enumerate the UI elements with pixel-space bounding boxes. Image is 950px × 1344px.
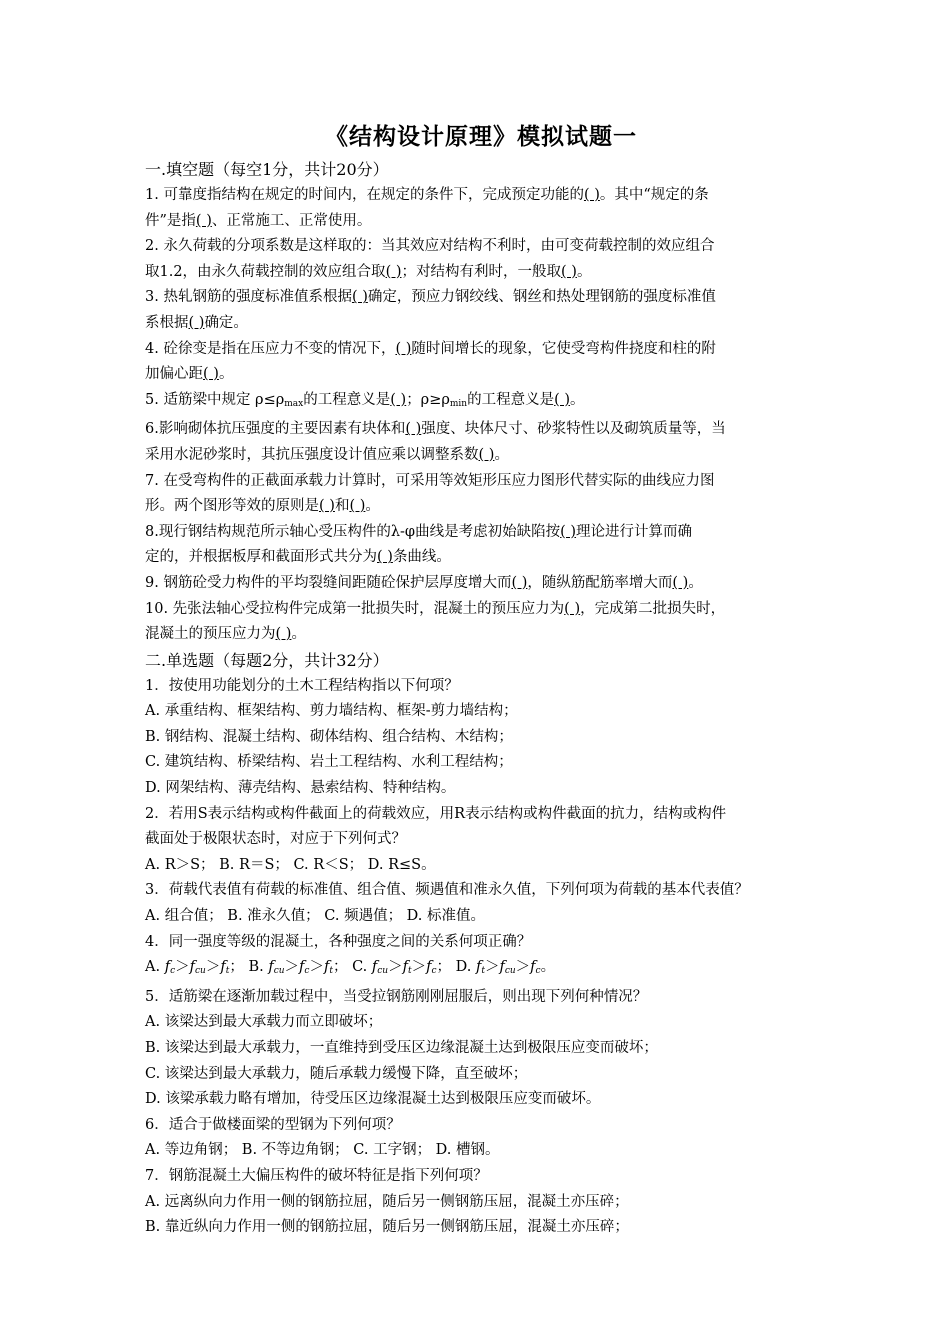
subscript: t: [329, 966, 333, 977]
text: ＞: [309, 959, 324, 976]
choice-question-2-stem-line-2: 截面处于极限状态时，对应于下列何式？: [145, 831, 406, 848]
answer-blank: ( ): [564, 600, 581, 617]
text: 定的，并根据板厚和截面形式共分为: [145, 549, 377, 566]
text: ；ρ≥ρ: [406, 391, 450, 408]
subscript: c: [535, 966, 541, 977]
fill-question-5: [145, 388, 817, 418]
answer-blank: ( ): [511, 574, 528, 591]
text: 1. 可靠度指结构在规定的时间内，在规定的条件下，完成预定功能的: [145, 187, 584, 203]
text: 加偏心距: [145, 366, 203, 383]
fill-question-1-line-1: [145, 183, 817, 209]
fill-question-3-line-2: [145, 311, 817, 337]
text: ＞: [484, 959, 500, 976]
choice-question-4-stem: 4．同一强度等级的混凝土，各种强度之间的关系何项正确？: [145, 933, 532, 950]
fill-question-3-line-1: [145, 285, 817, 311]
choice-question-5-option-a: A. 该梁达到最大承载力而立即破坏；: [145, 1014, 383, 1031]
fill-question-2-line-2: [145, 260, 817, 286]
text: 取1.2，由永久荷载控制的效应组合取: [145, 263, 386, 280]
fill-question-8-line-1: [145, 520, 817, 546]
choice-question-1-option-a: A. 承重结构、框架结构、剪力墙结构、框架-剪力墙结构；: [145, 703, 518, 720]
text: 。: [365, 498, 380, 515]
answer-blank: ( ): [405, 421, 422, 438]
answer-blank: ( ): [385, 263, 402, 280]
formula-symbol: f: [426, 959, 432, 976]
subscript: cu: [273, 966, 285, 977]
answer-blank: ( ): [395, 340, 412, 357]
formula-symbol: f: [189, 959, 195, 976]
subscript: c: [431, 966, 437, 977]
text: 5. 适筋梁中规定 ρ≤ρ: [145, 391, 285, 408]
subscript: t: [407, 966, 412, 977]
choice-question-4-options: [145, 955, 817, 985]
fill-question-2-line-1: 2. 永久荷载的分项系数是这样取的：当其效应对结构不利时，由可变荷载控制的效应组合: [145, 238, 715, 255]
answer-blank: ( ): [349, 498, 366, 515]
formula-symbol: f: [268, 959, 274, 976]
text: 。: [688, 574, 703, 591]
formula-symbol: f: [530, 959, 536, 976]
choice-question-5-stem: 5．适筋梁在逐渐加载过程中，当受拉钢筋刚刚屈服后，则出现下列何种情况？: [145, 988, 648, 1005]
choice-question-3-stem: 3．荷载代表值有荷载的标准值、组合值、频遇值和准永久值，下列何项为荷载的基本代表值？: [145, 882, 749, 899]
text: 系根据: [145, 314, 189, 331]
subscript: cu: [377, 966, 389, 977]
fill-question-7-line-1: 7. 在受弯构件的正截面承载力计算时，可采用等效矩形压应力图形代替实际的曲线应力图: [145, 472, 715, 489]
text: 和: [334, 498, 350, 515]
answer-blank: ( ): [377, 549, 393, 566]
subscript: cu: [504, 966, 516, 977]
text: 、正常施工、正常使用。: [211, 212, 372, 229]
text: 条曲线。: [392, 549, 451, 566]
subscript: t: [481, 966, 485, 977]
answer-blank: ( ): [390, 391, 407, 408]
text: ； B.: [229, 959, 269, 976]
section-heading-single-choice: 二.单选题（每题2分，共计32分）: [145, 650, 389, 670]
fill-question-10-line-2: [145, 622, 817, 648]
text: 。: [218, 366, 234, 383]
text: ＞: [411, 959, 427, 976]
subscript: cu: [195, 966, 206, 977]
text: ＞: [205, 959, 221, 976]
text: 随时间增长的现象，它使受弯构件挠度和柱的附: [411, 340, 716, 357]
fill-question-4-line-2: [145, 362, 817, 388]
choice-question-3-options: A. 组合值； B. 准永久值； C. 频遇值； D. 标准值。: [145, 908, 486, 925]
text: 8.现行钢结构规范所示轴心受压构件的λ-φ曲线是考虑初始缺陷按: [145, 523, 561, 540]
text: ； C.: [332, 959, 372, 976]
text: 的工程意义是: [467, 391, 555, 408]
choice-question-5-option-c: C. 该梁达到最大承载力，随后承载力缓慢下降，直至破坏；: [145, 1065, 528, 1082]
text: ＞: [515, 959, 531, 976]
text: 9. 钢筋砼受力构件的平均裂缝间距随砼保护层厚度增大而: [145, 574, 512, 591]
subscript: c: [304, 966, 310, 977]
choice-question-1-stem: 1．按使用功能划分的土木工程结构指以下何项？: [145, 677, 459, 694]
text: 的工程意义是: [303, 391, 391, 408]
answer-blank: ( ): [275, 626, 292, 643]
choice-question-1-option-d: D. 网架结构、薄壳结构、悬索结构、特种结构。: [145, 780, 456, 797]
formula-symbol: f: [371, 959, 378, 976]
choice-question-7-option-b: B. 靠近纵向力作用一侧的钢筋拉屈，随后另一侧钢筋压屈，混凝土亦压碎；: [145, 1219, 629, 1236]
formula-symbol: f: [164, 959, 171, 976]
subscript: c: [170, 966, 176, 977]
choice-question-7-option-a: A. 远离纵向力作用一侧的钢筋拉屈，随后另一侧钢筋压屈，混凝土亦压碎；: [145, 1193, 629, 1210]
text: ； D.: [436, 959, 476, 976]
answer-blank: ( ): [203, 366, 219, 383]
fill-question-6-line-2: [145, 443, 817, 469]
text: 。: [570, 391, 585, 408]
fill-question-1-line-2: [145, 209, 817, 235]
text: ＞: [175, 959, 190, 976]
text: 。: [494, 446, 509, 463]
choice-question-6-stem: 6．适合于做楼面梁的型钢为下列何项？: [145, 1116, 401, 1133]
choice-question-1-option-c: C. 建筑结构、桥梁结构、岩土工程结构、水利工程结构；: [145, 754, 513, 771]
formula-symbol: f: [323, 959, 330, 976]
formula-symbol: f: [299, 959, 305, 976]
fill-question-9: [145, 571, 817, 597]
formula-symbol: f: [220, 959, 226, 976]
subscript: t: [225, 966, 230, 977]
fill-question-4-line-1: [145, 337, 817, 363]
text: A.: [145, 959, 165, 976]
choice-question-5-option-d: D. 该梁承载力略有增加，待受压区边缘混凝土达到极限压应变而破坏。: [145, 1091, 601, 1108]
text: ＞: [284, 959, 300, 976]
subscript: max: [284, 398, 304, 409]
answer-blank: ( ): [319, 498, 335, 515]
formula-symbol: f: [499, 959, 505, 976]
text: 强度、块体尺寸、砂浆特性以及砌筑质量等，当: [421, 421, 726, 438]
formula-symbol: f: [475, 959, 482, 976]
text: 。: [291, 626, 306, 643]
fill-question-10-line-1: [145, 597, 817, 623]
answer-blank: ( ): [195, 212, 212, 229]
text: 4. 砼徐变是指在压应力不变的情况下，: [145, 340, 396, 357]
section-heading-fill-in: 一.填空题（每空1分，共计20分）: [145, 160, 389, 179]
page-title: 《结构设计原理》模拟试题一: [325, 123, 637, 150]
text: 6.影响砌体抗压强度的主要因素有块体和: [145, 421, 406, 438]
answer-blank: ( ): [561, 263, 577, 280]
fill-question-6-line-1: [145, 417, 817, 443]
text: 理论进行计算而确: [576, 523, 693, 540]
text: ＞: [388, 959, 403, 976]
fill-question-8-line-2: [145, 545, 817, 571]
answer-blank: ( ): [672, 574, 689, 591]
text: 3. 热轧钢筋的强度标准值系根据: [145, 289, 352, 306]
choice-question-1-option-b: B. 钢结构、混凝土结构、砌体结构、组合结构、木结构；: [145, 728, 513, 745]
answer-blank: ( ): [583, 187, 600, 203]
text: 件”是指: [145, 212, 196, 229]
formula-symbol: f: [402, 959, 408, 976]
exam-page: [145, 118, 817, 1241]
choice-question-5-option-b: B. 该梁达到最大承载力，一直维持到受压区边缘混凝土达到极限压应变而破坏；: [145, 1040, 658, 1056]
choice-question-6-options: A. 等边角钢； B. 不等边角钢； C. 工字钢； D. 槽钢。: [145, 1142, 500, 1159]
subscript: min: [449, 398, 468, 409]
text: 混凝土的预压应力为: [145, 626, 276, 643]
answer-blank: ( ): [351, 289, 368, 306]
text: 10. 先张法轴心受拉构件完成第一批损失时，混凝土的预压应力为: [145, 600, 565, 617]
text: ；对结构有利时，一般取: [401, 263, 561, 280]
text: 。其中“规定的条: [599, 187, 709, 203]
choice-question-2-stem-line-1: 2．若用S表示结构或构件截面上的荷载效应，用R表示结构或构件截面的抗力，结构或构件: [145, 805, 727, 822]
text: ，随纵筋配筋率增大而: [527, 574, 673, 591]
text: 采用水泥砂浆时，其抗压强度设计值应乘以调整系数: [145, 446, 479, 463]
choice-question-2-options: A. R＞S； B. R＝S； C. R＜S； D. R≤S。: [145, 856, 436, 873]
answer-blank: ( ): [554, 391, 571, 408]
text: 确定。: [204, 314, 248, 331]
text: 形。两个图形等效的原则是: [145, 498, 319, 515]
text: 确定，预应力钢绞线、钢丝和热处理钢筋的强度标准值: [367, 289, 716, 306]
answer-blank: ( ): [478, 446, 495, 463]
answer-blank: ( ): [560, 523, 577, 540]
text: 。: [540, 959, 556, 976]
choice-question-7-stem: 7．钢筋混凝土大偏压构件的破坏特征是指下列何项？: [145, 1167, 488, 1184]
answer-blank: ( ): [188, 314, 205, 331]
text: ，完成第二批损失时，: [580, 600, 726, 617]
fill-question-7-line-2: [145, 494, 817, 520]
text: 。: [576, 263, 592, 280]
